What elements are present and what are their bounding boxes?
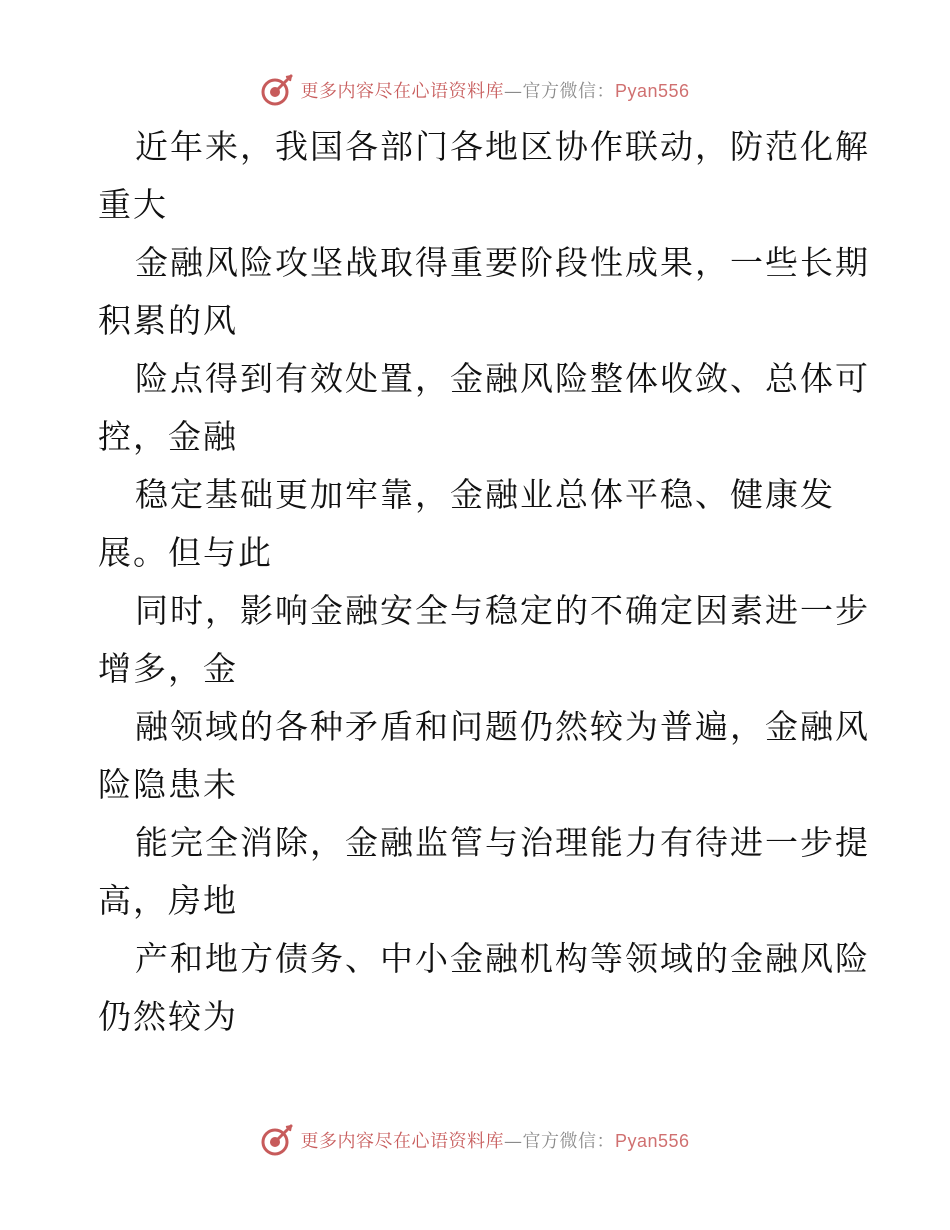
watermark-wechat-id: Pyan556 — [614, 1131, 690, 1151]
paragraph — [98, 814, 870, 930]
logo-icon — [260, 73, 294, 107]
paragraph — [98, 466, 858, 582]
paragraph-line: 控，金融 — [98, 417, 238, 456]
paragraph-line: 高，房地 — [98, 881, 238, 920]
watermark-text — [300, 1127, 689, 1153]
header-watermark — [0, 70, 950, 110]
paragraph — [98, 350, 870, 466]
footer-watermark — [0, 1120, 950, 1160]
paragraph — [98, 582, 870, 698]
paragraph-line: 同时，影响金融安全与稳定的不确定因素进一步 — [135, 591, 870, 630]
watermark-title: 更多内容尽在心语资料库 — [300, 1131, 504, 1152]
paragraph-line: 融领域的各种矛盾和问题仍然较为普遍，金融风 — [135, 707, 870, 746]
paragraph-line: 险点得到有效处置，金融风险整体收敛、总体可 — [135, 359, 870, 398]
paragraph — [98, 118, 870, 234]
paragraph-line: 重大 — [98, 185, 168, 224]
paragraph-line: 增多，金 — [98, 649, 238, 688]
watermark-wechat-id: Pyan556 — [614, 81, 690, 101]
document-body — [98, 118, 870, 1046]
watermark-title: 更多内容尽在心语资料库 — [300, 81, 504, 102]
paragraph-line: 稳定基础更加牢靠，金融业总体平稳、健康发 — [135, 475, 835, 514]
watermark-wechat-label: 官方微信： — [522, 1131, 615, 1152]
watermark-wechat-label: 官方微信： — [522, 81, 615, 102]
paragraph — [98, 698, 870, 814]
paragraph-line: 展。但与此 — [98, 533, 273, 572]
paragraph-line: 险隐患未 — [98, 765, 238, 804]
paragraph-line: 产和地方债务、中小金融机构等领域的金融风险 — [135, 939, 870, 978]
watermark-separator: — — [503, 1131, 523, 1152]
paragraph-line: 能完全消除，金融监管与治理能力有待进一步提 — [135, 823, 870, 862]
paragraph-line: 近年来，我国各部门各地区协作联动，防范化解 — [135, 127, 870, 166]
paragraph — [98, 930, 870, 1046]
paragraph-line: 金融风险攻坚战取得重要阶段性成果，一些长期 — [135, 243, 870, 282]
watermark-separator: — — [503, 81, 523, 102]
paragraph — [98, 234, 870, 350]
paragraph-line: 仍然较为 — [98, 997, 238, 1036]
watermark-text — [300, 77, 689, 103]
paragraph-line: 积累的风 — [98, 301, 238, 340]
logo-icon — [260, 1123, 294, 1157]
